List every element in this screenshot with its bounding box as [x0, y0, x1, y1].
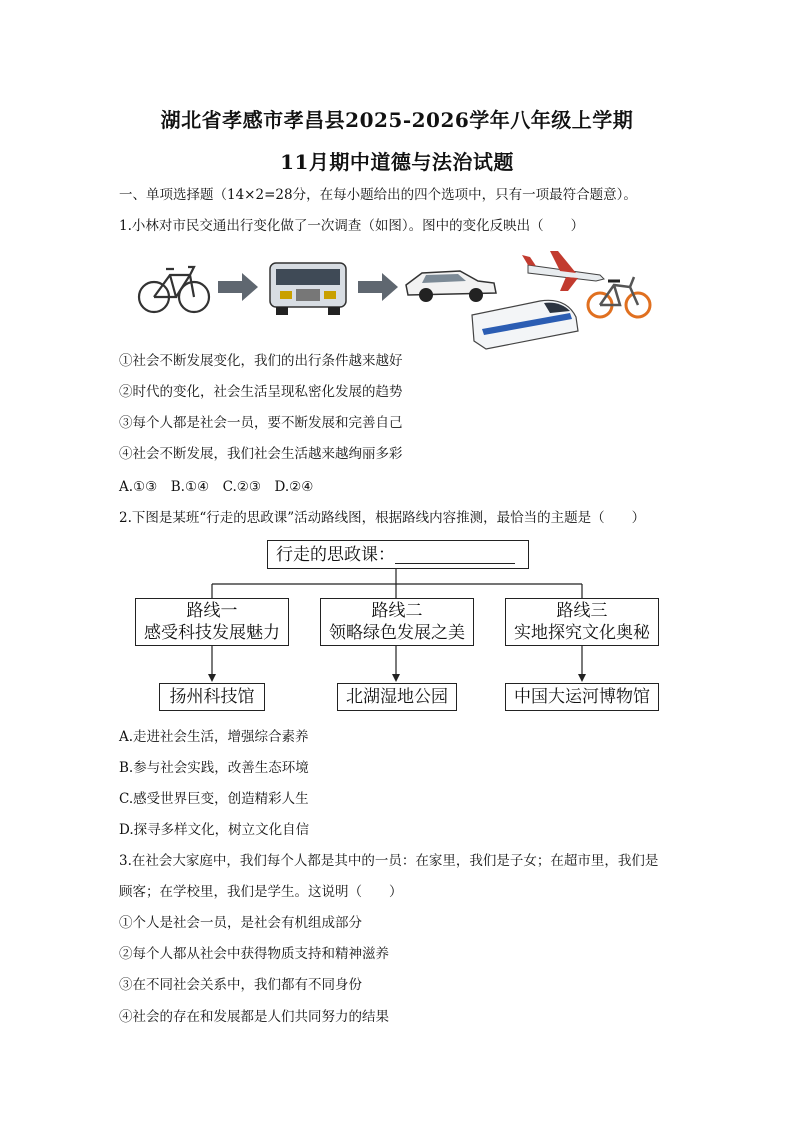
q3-stem-line2: 顾客；在学校里，我们是学生。这说明（ ） — [119, 884, 403, 900]
airplane-icon — [522, 251, 604, 291]
route-3-place-box — [505, 683, 659, 711]
exam-title-line2: 11月期中道德与法治试题 — [280, 150, 514, 174]
q2-option-c: C.感受世界巨变，创造精彩人生 — [119, 791, 309, 807]
q3-option-3: ③在不同社会关系中，我们都有不同身份 — [119, 977, 362, 993]
q3-stem-line1: 3.在社会大家庭中，我们每个人都是其中的一员：在家里，我们是子女；在超市里，我们是 — [119, 853, 659, 869]
route-2-place-box — [337, 683, 457, 711]
q1-option-1: ①社会不断发展变化，我们的出行条件越来越好 — [119, 353, 403, 369]
diagram-root-label: 行走的思政课： — [276, 544, 395, 565]
shared-bike-icon — [588, 277, 650, 317]
q3-option-4: ④社会的存在和发展都是人们共同努力的结果 — [119, 1009, 389, 1025]
route-2-place: 北湖湿地公园 — [346, 687, 448, 707]
route-1-box — [135, 598, 289, 646]
route-1-place-box — [159, 683, 265, 711]
q1-transport-figure — [130, 245, 670, 353]
route-1-place: 扬州科技馆 — [169, 687, 255, 707]
q2-option-a: A.走进社会生活，增强综合素养 — [119, 729, 309, 745]
bicycle-icon — [139, 267, 209, 312]
q1-option-4: ④社会不断发展，我们社会生活越来越绚丽多彩 — [119, 446, 403, 462]
route-2-name: 路线二 — [371, 601, 423, 621]
arrow-right-icon — [358, 273, 398, 301]
q1-choices: A.①③ B.①④ C.②③ D.②④ — [119, 479, 314, 495]
q1-stem: 1.小林对市民交通出行变化做了一次调查（如图）。图中的变化反映出（ ） — [119, 218, 585, 234]
exam-title-line1: 湖北省孝感市孝昌县2025-2026学年八年级上学期 — [160, 108, 634, 132]
arrow-right-icon — [218, 273, 258, 301]
q1-option-2: ②时代的变化，社会生活呈现私密化发展的趋势 — [119, 384, 403, 400]
route-2-box — [320, 598, 474, 646]
q1-option-3: ③每个人都是社会一员，要不断发展和完善自己 — [119, 415, 403, 431]
q3-option-1: ①个人是社会一员，是社会有机组成部分 — [119, 915, 362, 931]
route-2-desc: 领略绿色发展之美 — [329, 623, 465, 643]
diagram-root-blank — [395, 545, 515, 564]
q2-option-b: B.参与社会实践，改善生态环境 — [119, 760, 309, 776]
route-3-box — [505, 598, 659, 646]
route-3-place: 中国大运河博物馆 — [514, 687, 650, 707]
high-speed-train-icon — [472, 300, 578, 349]
q2-route-diagram — [130, 538, 670, 716]
car-icon — [406, 271, 496, 302]
route-1-desc: 感受科技发展魅力 — [144, 623, 280, 643]
q2-option-d: D.探寻多样文化，树立文化自信 — [119, 822, 310, 838]
bus-icon — [270, 263, 346, 315]
section-heading: 一、单项选择题（14×2=28分，在每小题给出的四个选项中，只有一项最符合题意）。 — [119, 187, 637, 203]
route-3-name: 路线三 — [556, 601, 608, 621]
diagram-root-box — [267, 540, 529, 569]
q2-stem: 2.下图是某班“行走的思政课”活动路线图，根据路线内容推测，最恰当的主题是（ ） — [119, 510, 646, 526]
route-3-desc: 实地探究文化奥秘 — [514, 623, 650, 643]
q3-option-2: ②每个人都从社会中获得物质支持和精神滋养 — [119, 946, 389, 962]
route-1-name: 路线一 — [186, 601, 238, 621]
